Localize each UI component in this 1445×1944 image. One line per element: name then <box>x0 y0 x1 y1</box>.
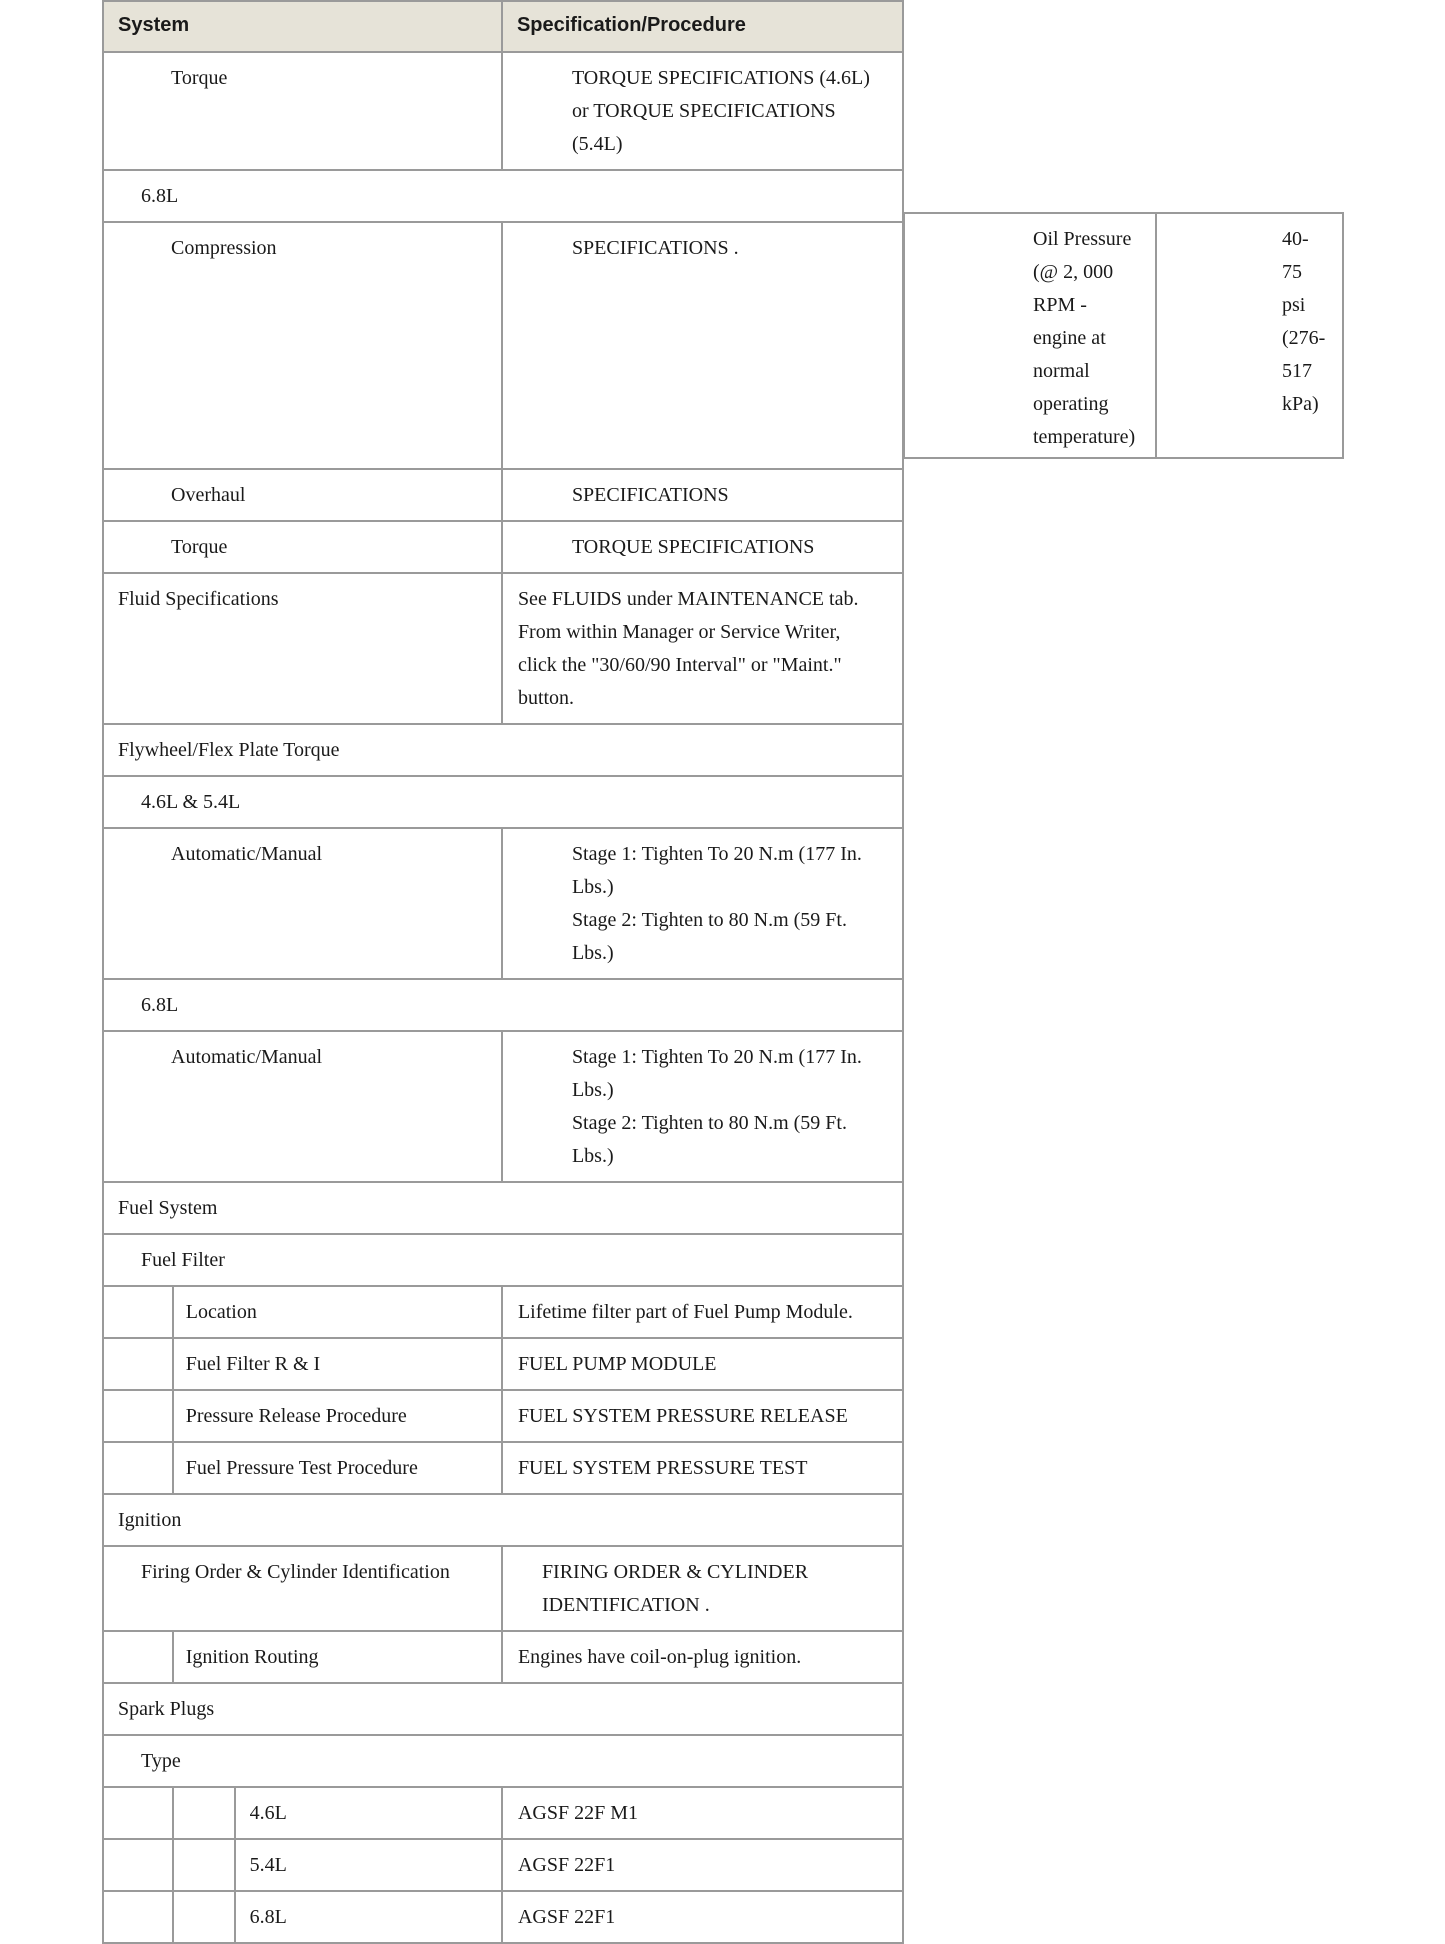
specification-line: From within Manager or Service Writer, <box>517 621 841 643</box>
oil-pressure-table <box>903 212 1344 459</box>
table-row <box>103 1031 903 1182</box>
system-label-cell <box>173 1338 502 1390</box>
section-heading-cell <box>103 979 903 1031</box>
specification-cell <box>502 1631 903 1683</box>
specification-text <box>503 522 902 572</box>
oil-pressure-label-line: engine at <box>1033 327 1106 349</box>
specification-cell <box>502 828 903 979</box>
table-row <box>103 724 903 776</box>
oil-pressure-label-line: normal <box>1033 360 1090 382</box>
section-heading-cell <box>103 724 903 776</box>
oil-pressure-value-line: psi <box>1282 294 1306 316</box>
specification-text <box>503 1391 902 1441</box>
specification-line: TORQUE SPECIFICATIONS <box>571 536 815 558</box>
section-heading-cell <box>103 1735 903 1787</box>
specification-cell <box>502 573 903 724</box>
indent-spacer-cell <box>103 1839 173 1891</box>
section-heading-spark-plugs: Spark Plugs <box>118 1698 215 1720</box>
specification-line: FIRING ORDER & CYLINDER <box>541 1561 809 1583</box>
specification-line: FUEL PUMP MODULE <box>517 1353 717 1375</box>
specification-cell <box>502 222 903 469</box>
indent-spacer-cell <box>173 1787 235 1839</box>
specification-text <box>503 53 902 169</box>
specification-text <box>503 470 902 520</box>
table-row <box>103 1735 903 1787</box>
table-row <box>103 1891 903 1943</box>
specification-text <box>503 1032 902 1181</box>
table-row <box>103 1546 903 1631</box>
section-heading-ignition: Ignition <box>118 1509 182 1531</box>
specification-line: Stage 1: Tighten To 20 N.m (177 In. <box>571 1046 862 1068</box>
oil-pressure-label-line: Oil Pressure <box>1033 228 1132 250</box>
specification-cell <box>502 1031 903 1182</box>
system-label-6-8l: 6.8L <box>249 1906 287 1928</box>
specification-line: AGSF 22F1 <box>517 1854 616 1876</box>
oil-pressure-label-line: temperature) <box>1033 426 1136 448</box>
specification-cell <box>502 1390 903 1442</box>
specification-text <box>503 829 902 978</box>
system-label-cell <box>235 1787 502 1839</box>
table-row <box>103 776 903 828</box>
system-label-fuel-pressure-test-procedure: Fuel Pressure Test Procedure <box>185 1457 418 1479</box>
indent-spacer-cell <box>103 1338 173 1390</box>
section-heading-6-8l: 6.8L <box>141 185 179 207</box>
header-row <box>103 1 903 52</box>
table-row <box>103 1234 903 1286</box>
specification-line: button. <box>517 687 575 709</box>
specification-line: Lifetime filter part of Fuel Pump Module. <box>517 1301 853 1323</box>
specification-line: Lbs.) <box>571 942 614 964</box>
indent-spacer-cell <box>173 1891 235 1943</box>
section-heading-cell <box>103 776 903 828</box>
specification-cell <box>502 1286 903 1338</box>
table-row <box>103 1338 903 1390</box>
oil-pressure-label-line: operating <box>1033 393 1109 415</box>
specification-cell <box>502 1442 903 1494</box>
specification-line: Lbs.) <box>571 1079 614 1101</box>
system-label-cell <box>235 1891 502 1943</box>
system-label-compression: Compression <box>171 237 277 259</box>
specification-text <box>503 1339 902 1389</box>
header-specification: Specification/Procedure <box>502 1 903 52</box>
table-row <box>103 1182 903 1234</box>
specification-cell <box>502 469 903 521</box>
specification-cell <box>502 52 903 170</box>
system-label-automatic-manual: Automatic/Manual <box>171 1046 323 1068</box>
table-row <box>103 828 903 979</box>
specification-text <box>503 1788 902 1838</box>
specification-line: FUEL SYSTEM PRESSURE RELEASE <box>517 1405 848 1427</box>
specification-cell <box>502 1546 903 1631</box>
table-row <box>103 1683 903 1735</box>
system-label-location: Location <box>185 1301 257 1323</box>
specification-line: Engines have coil-on-plug ignition. <box>517 1646 802 1668</box>
table-row <box>103 1631 903 1683</box>
system-label-4-6l: 4.6L <box>249 1802 287 1824</box>
table-row <box>103 1390 903 1442</box>
indent-spacer-cell <box>103 1891 173 1943</box>
specifications-table <box>102 0 904 1944</box>
specification-line: Stage 2: Tighten to 80 N.m (59 Ft. <box>571 909 847 931</box>
specification-line: click the "30/60/90 Interval" or "Maint." <box>517 654 842 676</box>
section-heading-cell <box>103 1234 903 1286</box>
oil-pressure-value-line: 75 <box>1282 261 1302 283</box>
specification-line: Lbs.) <box>571 1145 614 1167</box>
oil-pressure-label-line: (@ 2, 000 <box>1033 261 1114 283</box>
system-label-cell <box>103 469 502 521</box>
section-heading-fuel-filter: Fuel Filter <box>141 1249 225 1271</box>
table-row <box>103 1494 903 1546</box>
table-row <box>103 222 903 469</box>
section-heading-6-8l: 6.8L <box>141 994 179 1016</box>
system-label-cell <box>103 52 502 170</box>
indent-spacer-cell <box>103 1286 173 1338</box>
system-label-ignition-routing: Ignition Routing <box>185 1646 319 1668</box>
specification-text <box>503 1632 902 1682</box>
oil-pressure-label-cell <box>904 213 1156 458</box>
system-label-cell <box>173 1442 502 1494</box>
system-label-torque: Torque <box>171 67 228 89</box>
system-label-cell <box>103 222 502 469</box>
specification-line: Stage 2: Tighten to 80 N.m (59 Ft. <box>571 1112 847 1134</box>
system-label-5-4l: 5.4L <box>249 1854 287 1876</box>
specification-line: See FLUIDS under MAINTENANCE tab. <box>517 588 859 610</box>
specification-line: SPECIFICATIONS <box>571 484 729 506</box>
section-heading-type: Type <box>141 1750 181 1772</box>
specification-line: AGSF 22F1 <box>517 1906 616 1928</box>
specification-cell <box>502 1787 903 1839</box>
specification-cell <box>502 1338 903 1390</box>
header-system: System <box>103 1 502 52</box>
specification-line: TORQUE SPECIFICATIONS (4.6L) <box>571 67 870 89</box>
specification-cell <box>502 1891 903 1943</box>
indent-spacer-cell <box>173 1839 235 1891</box>
specification-text <box>503 223 902 273</box>
indent-spacer-cell <box>103 1631 173 1683</box>
specification-line: AGSF 22F M1 <box>517 1802 638 1824</box>
specification-line: SPECIFICATIONS . <box>571 237 739 259</box>
specification-text <box>503 1287 902 1337</box>
indent-spacer-cell <box>103 1787 173 1839</box>
specification-line: (5.4L) <box>571 133 623 155</box>
table-row <box>103 521 903 573</box>
system-label-cell <box>173 1631 502 1683</box>
specification-text <box>503 1840 902 1890</box>
oil-pressure-label-line: RPM - <box>1033 294 1087 316</box>
table-row <box>103 469 903 521</box>
table-row <box>103 1839 903 1891</box>
system-label-cell <box>103 521 502 573</box>
table-row <box>103 52 903 170</box>
specification-text <box>503 1547 902 1630</box>
indent-spacer-cell <box>103 1390 173 1442</box>
system-label-automatic-manual: Automatic/Manual <box>171 843 323 865</box>
system-label-overhaul: Overhaul <box>171 484 246 506</box>
system-label-firing-order-cylinder-identification: Firing Order & Cylinder Identification <box>141 1561 450 1583</box>
system-label-cell <box>103 573 502 724</box>
section-heading-fuel-system: Fuel System <box>118 1197 218 1219</box>
system-label-cell <box>103 828 502 979</box>
section-heading-cell <box>103 1182 903 1234</box>
system-label-cell <box>173 1390 502 1442</box>
table-row <box>103 170 903 222</box>
table-row <box>103 979 903 1031</box>
table-row <box>103 1787 903 1839</box>
specification-line: Stage 1: Tighten To 20 N.m (177 In. <box>571 843 862 865</box>
oil-pressure-value-line: 517 <box>1282 360 1312 382</box>
oil-pressure-value-cell <box>1156 213 1343 458</box>
specification-line: IDENTIFICATION . <box>541 1594 710 1616</box>
system-label-cell <box>103 1031 502 1182</box>
oil-pressure-value-line: kPa) <box>1282 393 1319 415</box>
system-label-cell <box>235 1839 502 1891</box>
table-row <box>103 1286 903 1338</box>
table-row <box>103 573 903 724</box>
section-heading-cell <box>103 1494 903 1546</box>
system-label-fuel-filter-r-i: Fuel Filter R & I <box>185 1353 321 1375</box>
system-label-cell <box>103 1546 502 1631</box>
specification-text <box>503 1892 902 1942</box>
specification-line: or TORQUE SPECIFICATIONS <box>571 100 836 122</box>
indent-spacer-cell <box>103 1442 173 1494</box>
section-heading-cell <box>103 170 903 222</box>
system-label-torque: Torque <box>171 536 228 558</box>
section-heading-4-6l-5-4l: 4.6L & 5.4L <box>141 791 241 813</box>
specification-line: Lbs.) <box>571 876 614 898</box>
oil-pressure-value-line: (276- <box>1282 327 1326 349</box>
specification-text <box>503 574 902 723</box>
system-label-cell <box>173 1286 502 1338</box>
table-row <box>103 1442 903 1494</box>
specification-cell <box>502 1839 903 1891</box>
oil-pressure-row <box>904 213 1343 458</box>
specification-text <box>503 1443 902 1493</box>
system-label-pressure-release-procedure: Pressure Release Procedure <box>185 1405 407 1427</box>
specification-line: FUEL SYSTEM PRESSURE TEST <box>517 1457 808 1479</box>
oil-pressure-value-line: 40- <box>1282 228 1309 250</box>
specification-cell <box>502 521 903 573</box>
system-label-fluid-specifications: Fluid Specifications <box>118 588 279 610</box>
section-heading-flywheel-flex-plate-torque: Flywheel/Flex Plate Torque <box>118 739 340 761</box>
section-heading-cell <box>103 1683 903 1735</box>
